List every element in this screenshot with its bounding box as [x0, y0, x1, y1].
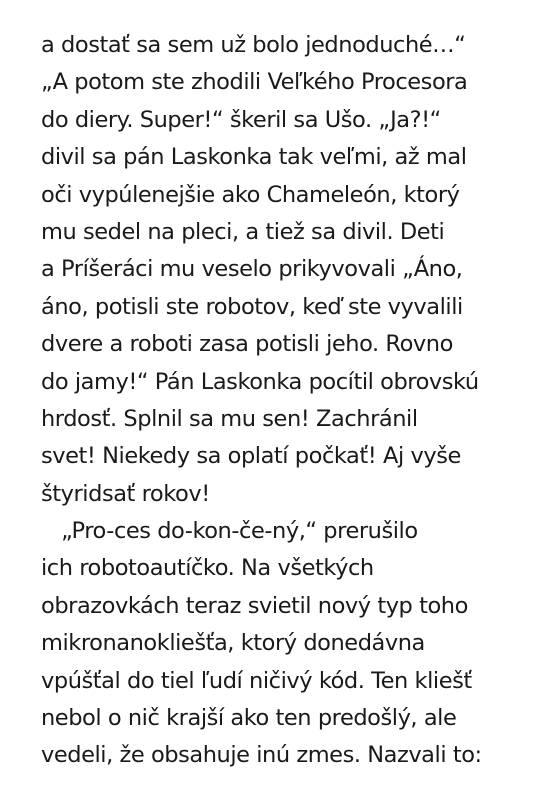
text-line: do jamy!“ Pán Laskonka pocítil obrovskú: [41, 368, 479, 395]
text-line: do diery. Super!“ škeril sa Ušo. „Ja?!“: [41, 106, 441, 133]
text-line: hrdosť. Splnil sa mu sen! Zachránil: [41, 405, 418, 432]
text-line: ich robotoautíčko. Na všetkých: [41, 555, 374, 582]
text-line: vedeli, že obsahuje inú zmes. Nazvali to:: [41, 742, 482, 769]
text-line: „A potom ste zhodili Veľkého Procesora: [41, 69, 468, 96]
text-line: oči vypúlenejšie ako Chameleón, ktorý: [41, 181, 460, 208]
text-line: mu sedel na pleci, a tiež sa divil. Deti: [41, 218, 445, 245]
text-line: mikronanokliešťa, ktorý donedávna: [41, 630, 425, 657]
text-line: vpúšťal do tiel ľudí ničivý kód. Ten kliešť: [41, 667, 472, 694]
text-line: a Príšeráci mu veselo prikyvovali „Áno,: [41, 256, 463, 283]
text-line: nebol o nič krajší ako ten predošlý, ale: [41, 705, 457, 732]
text-line: divil sa pán Laskonka tak veľmi, až mal: [41, 144, 467, 171]
text-line: obrazovkách teraz svietil nový typ toho: [41, 592, 468, 619]
text-line: a dostať sa sem už bolo jednoduché…“: [41, 32, 466, 58]
paragraph-start-line: „Pro-ces do-kon-če-ný,“ prerušilo: [41, 518, 418, 545]
text-line: dvere a roboti zasa potisli jeho. Rovno: [41, 331, 453, 358]
text-line: štyridsať rokov!: [41, 480, 210, 507]
text-line: áno, potisli ste robotov, keď ste vyvalili: [41, 293, 463, 320]
body-text: [41, 27, 541, 775]
text-line: svet! Niekedy sa oplatí počkať! Aj vyše: [41, 443, 461, 470]
